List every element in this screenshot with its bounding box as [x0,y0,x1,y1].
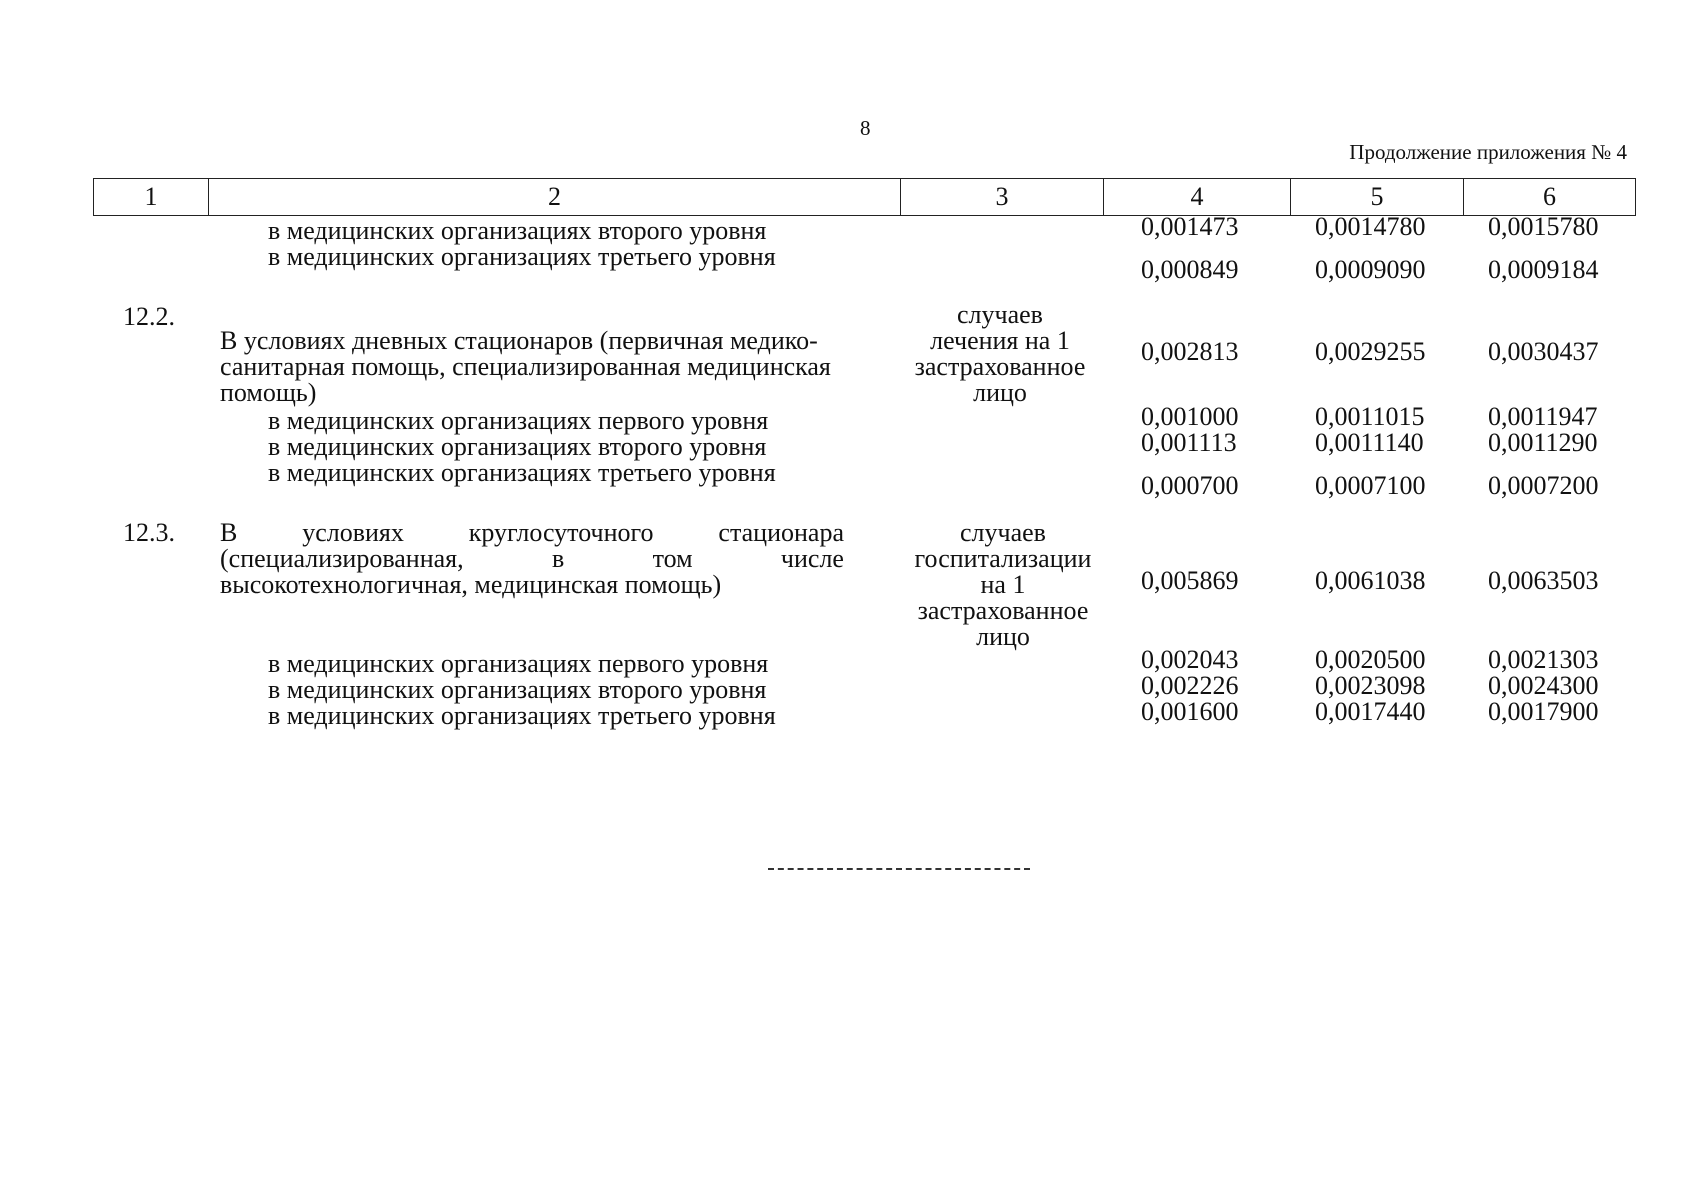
unit-line: застрахованное [917,596,1089,625]
description-word: круглосуточного [468,518,654,547]
row-value-col4: 0,000700 [1141,471,1239,500]
row-value-col6: 0,0024300 [1488,671,1599,700]
row-label: в медицинских организациях второго уровня [268,675,767,704]
row-value-col5: 0,0014780 [1315,212,1426,241]
row-value-col5: 0,0020500 [1315,645,1426,674]
description-word: условиях [302,518,404,547]
column-header-4: 4 [1104,179,1291,216]
row-label: в медицинских организациях второго уровня [268,216,767,245]
section-value-col5: 0,0061038 [1315,566,1426,595]
unit-line: на 1 [980,570,1026,599]
row-label: в медицинских организациях первого уровня [268,649,769,678]
row-value-col5: 0,0017440 [1315,697,1426,726]
row-label: в медицинских организациях третьего уровня [268,458,776,487]
section-description-line: высокотехнологичная, медицинская помощь) [220,570,722,599]
row-value-col6: 0,0009184 [1488,255,1599,284]
unit-of-measure [898,520,1108,650]
section-number: 12.3. [123,518,175,547]
continuation-label: Продолжение приложения № 4 [1349,140,1627,164]
row-value-col5: 0,0011140 [1315,428,1424,457]
unit-line: госпитализации [914,544,1092,573]
unit-line: лечения на 1 [930,326,1070,355]
end-divider-line [768,868,1030,870]
row-value-col5: 0,0011015 [1315,402,1425,431]
row-value-col5: 0,0007100 [1315,471,1426,500]
section-number: 12.2. [123,302,175,331]
section-value-col6: 0,0063503 [1488,566,1599,595]
description-word: (специализированная, [220,544,464,573]
description-word: стационара [718,518,844,547]
row-value-col6: 0,0011947 [1488,402,1598,431]
section-description-line: санитарная помощь, специализированная медицинская [220,352,831,381]
row-value-col5: 0,0023098 [1315,671,1426,700]
row-value-col6: 0,0021303 [1488,645,1599,674]
description-word: числе [780,544,844,573]
unit-line: лицо [973,378,1027,407]
row-value-col4: 0,001000 [1141,402,1239,431]
column-header-3: 3 [901,179,1104,216]
row-label: в медицинских организациях третьего уровня [268,701,776,730]
description-word: В [220,518,238,547]
row-value-col4: 0,001473 [1141,212,1239,241]
column-header-row [94,179,1636,216]
section-value-col4: 0,002813 [1141,337,1239,366]
row-value-col6: 0,0017900 [1488,697,1599,726]
row-value-col5: 0,0009090 [1315,255,1426,284]
section-value-col5: 0,0029255 [1315,337,1426,366]
row-value-col6: 0,0015780 [1488,212,1599,241]
description-word: в [551,544,565,573]
section-description-line: помощь) [220,378,317,407]
column-header-2: 2 [209,179,901,216]
column-header-1: 1 [94,179,209,216]
section-description-line [220,520,844,546]
row-label: в медицинских организациях второго уровня [268,432,767,461]
row-value-col4: 0,000849 [1141,255,1239,284]
unit-line: лицо [976,622,1030,651]
row-label: в медицинских организациях третьего уровня [268,242,776,271]
section-value-col6: 0,0030437 [1488,337,1599,366]
unit-line: застрахованное [914,352,1086,381]
row-value-col4: 0,002226 [1141,671,1239,700]
row-value-col4: 0,002043 [1141,645,1239,674]
column-header-table [93,178,1636,216]
row-label: в медицинских организациях первого уровня [268,406,769,435]
column-header-6: 6 [1464,179,1636,216]
section-description-line [220,546,844,572]
section-value-col4: 0,005869 [1141,566,1239,595]
unit-line: случаев [957,300,1043,329]
section-description-line: В условиях дневных стационаров (первичная медико- [220,326,818,355]
page-number: 8 [860,116,871,140]
unit-of-measure [895,302,1105,406]
row-value-col4: 0,001600 [1141,697,1239,726]
row-value-col4: 0,001113 [1141,428,1237,457]
unit-line: случаев [960,518,1046,547]
column-header-5: 5 [1291,179,1464,216]
row-value-col6: 0,0011290 [1488,428,1598,457]
description-word: том [652,544,693,573]
row-value-col6: 0,0007200 [1488,471,1599,500]
